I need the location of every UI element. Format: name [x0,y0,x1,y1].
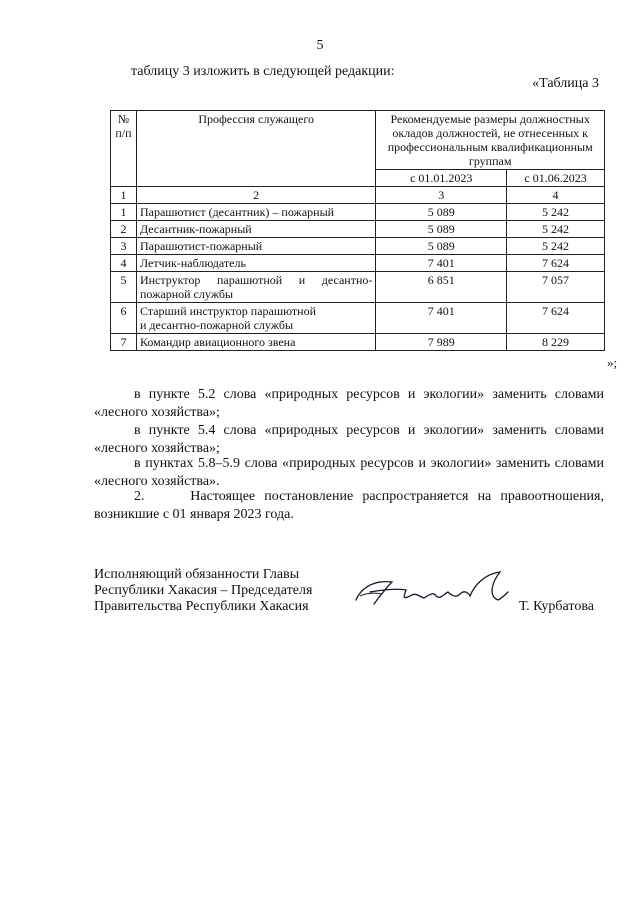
row-value-2: 7 057 [507,272,605,303]
row-value-1: 7 401 [376,255,507,272]
row-value-2: 5 242 [507,204,605,221]
row-value-2: 5 242 [507,221,605,238]
table-row [111,255,605,272]
paragraph-5-4: в пункте 5.4 слова «природных ресурсов и экологии» заменить словами «лесного хозяйства»; [94,423,604,456]
row-profession: Командир авиационного звена [136,334,375,351]
row-profession [136,272,375,303]
row-profession: Десантник-пожарный [136,221,375,238]
row-value-1: 5 089 [376,238,507,255]
table-row [111,204,605,221]
header-date1: с 01.01.2023 [376,170,507,187]
signatory-name: Т. Курбатова [519,599,594,614]
row-num: 1 [111,204,137,221]
row-num: 6 [111,303,137,334]
row-value-2: 8 229 [507,334,605,351]
row-profession: Летчик-наблюдатель [136,255,375,272]
row-num: 7 [111,334,137,351]
index-cell: 2 [136,187,375,204]
table-label: «Таблица 3 [532,76,599,91]
row-num: 4 [111,255,137,272]
row-num: 3 [111,238,137,255]
row-profession: Парашютист (десантник) – пожарный [136,204,375,221]
page-number: 5 [316,38,324,53]
row-value-2: 5 242 [507,238,605,255]
intro-text: таблицу 3 изложить в следующей редакции: [131,64,395,79]
row-profession-line1: Инструктор парашютной и десантно- [139,273,373,287]
table-row [111,334,605,351]
signatory-line: Республики Хакасия – Председателя [94,583,313,598]
table-row [111,221,605,238]
row-value-1: 7 401 [376,303,507,334]
header-profession: Профессия служащего [136,111,375,187]
header-salary: Рекомендуемые размеры должностных окладов должностей, не отнесенных к профессиональным квалификационным группам [376,111,605,170]
index-cell: 4 [507,187,605,204]
signatory-line: Правительства Республики Хакасия [94,599,309,614]
row-num: 5 [111,272,137,303]
row-profession-line2: пожарной службы [139,287,234,301]
row-value-2: 7 624 [507,255,605,272]
salary-table [110,110,605,351]
table-header-row [111,111,605,170]
row-profession-line2: и десантно-пожарной службы [139,318,294,332]
table-closing-mark: »; [607,355,618,370]
paragraph-2: 2. Настоящее постановление распространяется на правоотношения, возникшие с 01 января 2023 года. [94,489,604,522]
index-cell: 3 [376,187,507,204]
table-row [111,238,605,255]
row-profession [136,303,375,334]
row-num: 2 [111,221,137,238]
signatory-line: Исполняющий обязанности Главы [94,567,300,582]
header-num: № п/п [111,111,137,187]
handwritten-signature [352,566,512,614]
table-row [111,303,605,334]
signatory-title [94,567,312,615]
row-profession: Парашютист-пожарный [136,238,375,255]
row-value-1: 6 851 [376,272,507,303]
row-value-1: 7 989 [376,334,507,351]
paragraph-5-8: в пунктах 5.8–5.9 слова «природных ресурсов и экологии» заменить словами «лесного хозяйства». [94,456,604,489]
row-value-1: 5 089 [376,204,507,221]
table-row [111,272,605,303]
table-index-row [111,187,605,204]
row-value-2: 7 624 [507,303,605,334]
row-value-1: 5 089 [376,221,507,238]
row-profession-line1: Старший инструктор парашютной [139,304,316,318]
index-cell: 1 [111,187,137,204]
header-date2: с 01.06.2023 [507,170,605,187]
paragraph-5-2: в пункте 5.2 слова «природных ресурсов и экологии» заменить словами «лесного хозяйства»; [94,387,604,420]
